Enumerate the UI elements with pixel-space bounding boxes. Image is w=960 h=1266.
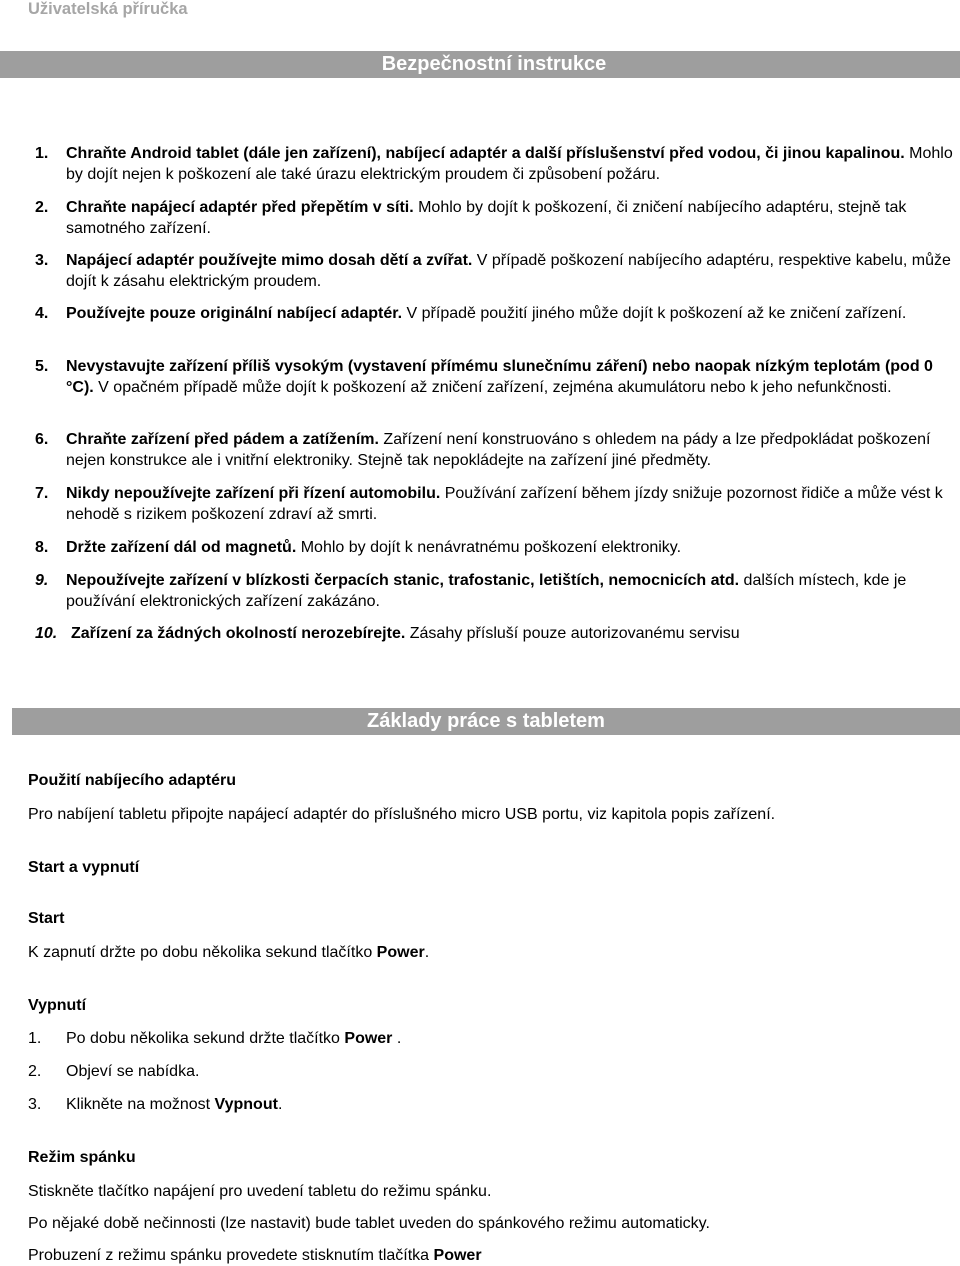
sleep-text-1: Stiskněte tlačítko napájení pro uvedení tabletu do režimu spánku. — [28, 1183, 492, 1200]
heading-start-stop: Start a vypnutí — [28, 859, 140, 876]
step-number: 1. — [28, 1030, 42, 1047]
item-number: 10. — [35, 625, 58, 642]
item-number: 3. — [35, 252, 49, 269]
item-bold: Nevystavujte zařízení příliš vysokým (vystavení přímému slunečnímu záření) nebo naopak nízkým teplotám (pod 0 °C). — [66, 358, 933, 396]
section-bar-safety — [0, 51, 960, 78]
item-text: Mohlo by dojít nejen k poškození ale také úrazu elektrickým proudem či způsobení požáru. — [66, 145, 953, 183]
item-number: 7. — [35, 485, 49, 502]
item-text: Zásahy přísluší pouze autorizovanému servisu — [405, 625, 740, 642]
item-bold: Chraňte Android tablet (dále jen zařízení), nabíjecí adaptér a další příslušenství před vodou, či jinou kapalinou. — [66, 145, 905, 162]
item-bold: Napájecí adaptér používejte mimo dosah dětí a zvířat. — [66, 252, 473, 269]
item-text: Zařízení není konstruováno s ohledem na pády a lze předpokládat poškození nejen konstrukce ale i vnitřní elektroniky. Stejně tak nepokládejte na zařízení jiné předměty. — [66, 431, 931, 469]
sleep-text-2: Po nějaké době nečinnosti (lze nastavit) bude tablet uveden do spánkového režimu automaticky. — [28, 1215, 710, 1232]
step-number: 3. — [28, 1096, 42, 1113]
step-end: . — [277, 1096, 283, 1113]
item-number: 6. — [35, 431, 49, 448]
charging-text: Pro nabíjení tabletu připojte napájecí adaptér do příslušného micro USB portu, viz kapitola popis zařízení. — [28, 806, 776, 823]
start-text — [28, 942, 958, 963]
item-bold: Nepoužívejte zařízení v blízkosti čerpacích stanic, trafostanic, letištích, nemocnicích atd. — [66, 572, 740, 589]
item-number: 1. — [35, 145, 49, 162]
item-bold: Chraňte zařízení před pádem a zatížením. — [66, 431, 379, 448]
section-title-basics: Základy práce s tabletem — [367, 710, 605, 732]
step-text: Klikněte na možnost — [66, 1096, 215, 1113]
item-number: 2. — [35, 199, 49, 216]
sleep-text-3 — [28, 1245, 958, 1266]
heading-sleep-mode: Režim spánku — [28, 1149, 136, 1166]
document-header: Uživatelská příručka — [28, 0, 188, 18]
item-number: 9. — [35, 572, 49, 589]
heading-charging: Použití nabíjecího adaptéru — [28, 772, 237, 789]
start-text-main: K zapnutí držte po dobu několika sekund tlačítko — [28, 944, 377, 961]
heading-power-off: Vypnutí — [28, 997, 87, 1014]
item-text: V případě použití jiného může dojít k poškození až ke zničení zařízení. — [402, 305, 907, 322]
item-bold: Nikdy nepoužívejte zařízení při řízení automobilu. — [66, 485, 441, 502]
item-text: Mohlo by dojít k nenávratnému poškození elektroniky. — [296, 539, 682, 556]
sleep-text-3-power: Power — [433, 1247, 482, 1264]
item-bold: Držte zařízení dál od magnetů. — [66, 539, 297, 556]
start-text-power: Power — [376, 944, 425, 961]
item-bold: Zařízení za žádných okolností nerozebírejte. — [71, 625, 406, 642]
step-text: Objeví se nabídka. — [66, 1063, 200, 1080]
step-bold: Vypnout — [214, 1096, 278, 1113]
step-number: 2. — [28, 1063, 42, 1080]
start-text-end: . — [424, 944, 430, 961]
item-text: V opačném případě může dojít k poškození až zničení zařízení, zejména akumulátoru nebo k jeho nefunkčnosti. — [93, 379, 892, 396]
item-text: dalších místech, kde je používání elektronických zařízení zakázáno. — [66, 572, 907, 610]
step-bold: Power — [344, 1030, 393, 1047]
item-bold: Chraňte napájecí adaptér před přepětím v síti. — [66, 199, 414, 216]
item-bold: Používejte pouze originální nabíjecí adaptér. — [66, 305, 403, 322]
section-bar-basics — [12, 708, 960, 735]
step-text: Po dobu několika sekund držte tlačítko — [66, 1030, 345, 1047]
item-text: V případě poškození nabíjecího adaptéru, respektive kabelu, může dojít k zásahu elektrickým proudem. — [66, 252, 951, 290]
section-title-safety: Bezpečnostní instrukce — [381, 53, 607, 75]
item-text: Používání zařízení během jízdy snižuje pozornost řidiče a může vést k nehodě s rizikem poškození zdraví až smrti. — [66, 485, 943, 523]
item-number: 4. — [35, 305, 49, 322]
item-number: 8. — [35, 539, 49, 556]
heading-start: Start — [28, 910, 65, 927]
item-text: Mohlo by dojít k poškození, či zničení nabíjecího adaptéru, stejně tak samotného zařízení. — [66, 199, 907, 237]
sleep-text-3-main: Probuzení z režimu spánku provedete stisknutím tlačítka — [28, 1247, 434, 1264]
step-end: . — [392, 1030, 402, 1047]
item-number: 5. — [35, 358, 49, 375]
